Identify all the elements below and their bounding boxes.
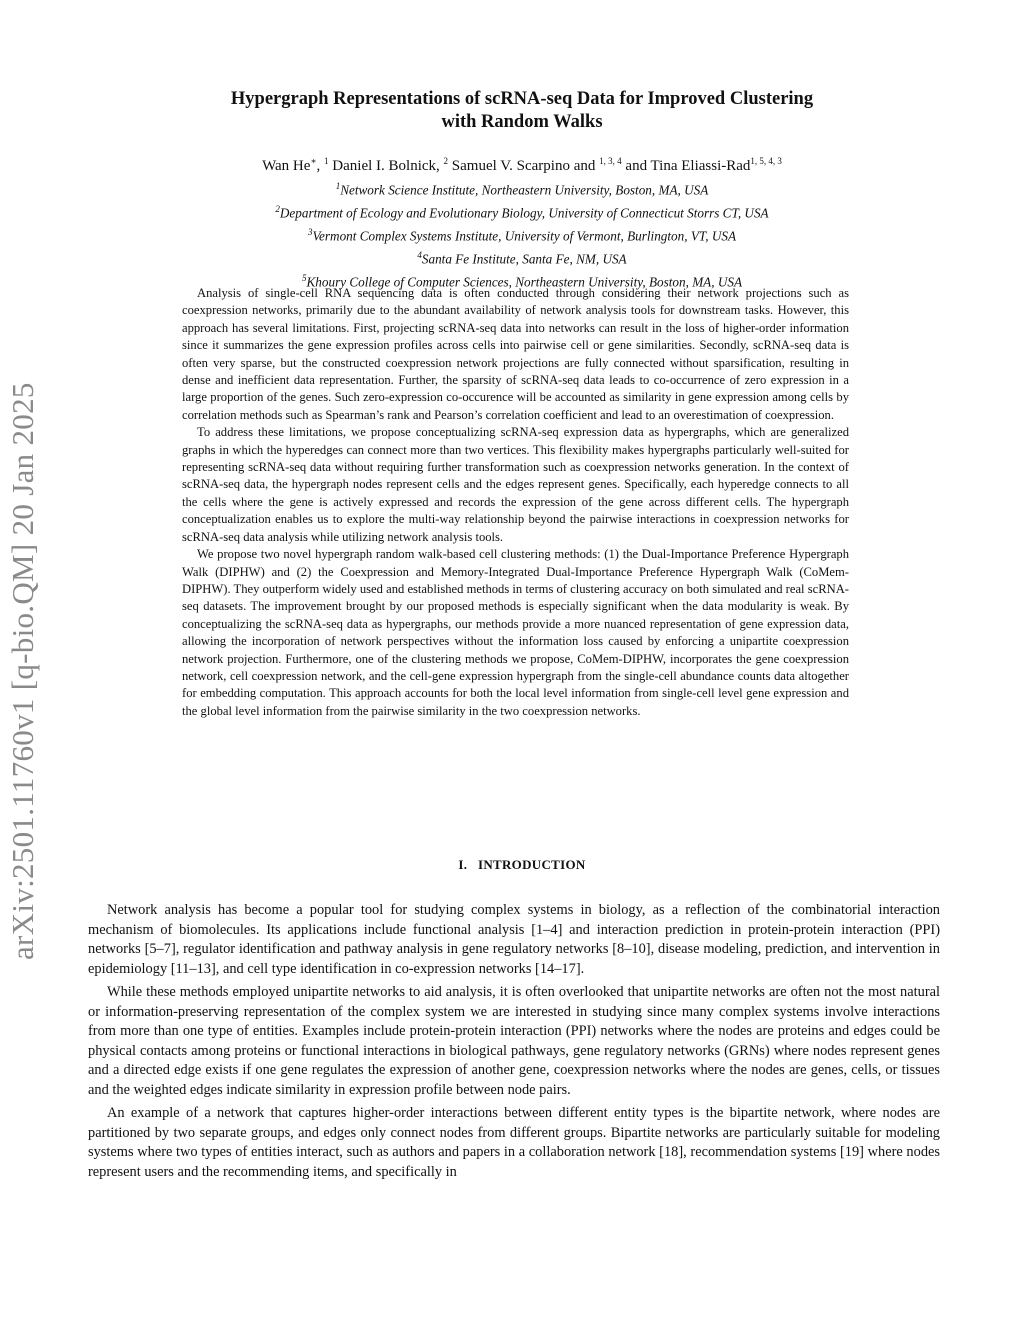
affiliation-text: Santa Fe Institute, Santa Fe, NM, USA (421, 251, 627, 267)
intro-paragraph-3: An example of a network that captures higher-order interactions between different entity types is the bipartite network, where nodes are partitioned by two separate groups, and edges only connect nodes from different groups. Bipartite networks are particularly suitable for modeling systems where two types of entities interact, such as authors and papers in a collaboration network [18], recommendation systems [19] where nodes represent users and the recommending items, and specifically in (88, 1105, 940, 1180)
author-mark: ∗ (310, 156, 317, 166)
affiliation-text: Department of Ecology and Evolutionary Biology, University of Connecticut Storrs CT, USA (279, 205, 769, 221)
introduction-body (88, 901, 940, 1186)
affiliation-2 (140, 200, 904, 223)
author-affiliation: 2 (443, 156, 449, 166)
title-line-1: Hypergraph Representations of scRNA-seq Data for Improved Clustering (230, 89, 814, 109)
title-line-2: with Random Walks (441, 112, 603, 132)
arxiv-identifier: arXiv:2501.11760v1 [q-bio.QM] 20 Jan 2025 (5, 382, 40, 960)
paper-title (140, 88, 904, 134)
author-affiliation: 1, 3, 4 (599, 156, 622, 166)
author-3 (452, 158, 622, 174)
affiliation-1 (140, 177, 904, 200)
intro-paragraph-2: While these methods employed unipartite networks to aid analysis, it is often overlooked that unipartite networks are often not the most natural or information-preserving representation of the complex system we are interested in studying since many complex systems involve interactions from more than one type of entities. Examples include protein-protein interaction (PPI) networks where the nodes are proteins and edges could be physical contacts among proteins or functional interactions in biological pathways, gene regulatory networks (GRNs) where nodes represent genes and a directed edge exists if one gene regulates the expression of another gene, coexpression networks where the nodes are genes, cells, or tissues and the weighted edges indicate similarity in expression profile between node pairs. (88, 984, 940, 1098)
affiliation-number: 2 (275, 203, 280, 214)
author-name: Daniel I. Bolnick (332, 158, 437, 174)
affiliation-text: Network Science Institute, Northeastern University, Boston, MA, USA (340, 182, 709, 198)
section-number: I. (458, 857, 468, 872)
affiliation-text: Vermont Complex Systems Institute, University of Vermont, Burlington, VT, USA (312, 228, 737, 244)
author-1 (262, 158, 328, 174)
section-title: INTRODUCTION (477, 857, 586, 872)
section-heading (140, 857, 904, 873)
author-separator: and (569, 158, 600, 174)
affiliation-3 (140, 223, 904, 246)
author-name: Tina Eliassi-Rad (650, 158, 751, 174)
abstract-paragraph-1: Analysis of single-cell RNA sequencing data is often conducted through considering their network projections such as coexpression networks, primarily due to the abundant availability of network analysis tools for downstream tasks. However, this approach has several limitations. First, projecting scRNA-seq data into networks can result in the loss of higher-order information since it summarizes the gene expression profiles across cells into pairwise cell or gene similarities. Secondly, scRNA-seq data is often very sparse, but the constructed coexpression network projections are fully connected without sparsification, resulting in dense and inefficient data representation. Further, the sparsity of scRNA-seq data leads to co-occurrence of zero expression in a large proportion of the genes. Such zero-expression co-occurence will be accounted as similarity in gene expression among cells by correlation methods such as Spearman’s rank and Pearson’s correlation coefficient and lead to an overestimation of coexpression. (182, 286, 849, 422)
author-name: Samuel V. Scarpino (451, 158, 570, 174)
affiliation-number: 3 (307, 226, 313, 237)
affiliation-4 (140, 246, 904, 269)
affiliation-number: 1 (335, 181, 341, 191)
intro-paragraph-1: Network analysis has become a popular tool for studying complex systems in biology, as a reflection of the combinatorial interaction mechanism of biomolecules. Its applications include functional analysis [1–4] and interaction prediction in protein-protein interaction (PPI) networks [5–7], regulator identification and pathway analysis in gene regulatory networks [8–10], disease modeling, prediction, and intervention in epidemiology [11–13], and cell type identification in co-expression networks [14–17]. (88, 902, 940, 977)
author-name: Wan He (262, 158, 311, 174)
affiliation-number: 4 (417, 249, 422, 260)
affiliation-number: 5 (302, 272, 307, 283)
affiliation-list (140, 177, 904, 291)
author-separator: , (316, 158, 325, 174)
abstract-paragraph-3: We propose two novel hypergraph random walk-based cell clustering methods: (1) the Dual-Importance Preference Hypergraph Walk (DIPHW) and (2) the Coexpression and Memory-Integrated Dual-Importance Preference Hypergraph Walk (CoMem-DIPHW). They outperform widely used and established methods in terms of clustering accuracy on both simulated and real scRNA-seq datasets. The improvement brought by our proposed methods is especially significant when the data modularity is weak. By conceptualizing the scRNA-seq data as hypergraphs, our methods provide a more nuanced representation of gene expression data, allowing the incorporation of network perspectives without the information loss caused by enforcing a unipartite coexpression network projection. Furthermore, one of the clustering methods we propose, CoMem-DIPHW, incorporates the gene coexpression network, cell coexpression network, and the cell-gene expression hypergraph from the single-cell abundance counts data altogether for embedding computation. This approach accounts for both the local level information from single-cell level gene expression and the global level information from the pairwise similarity in the two coexpression networks. (182, 547, 849, 718)
author-affiliation: 1, 5, 4, 3 (750, 156, 782, 166)
affiliation-text: Khoury College of Computer Sciences, Northeastern University, Boston, MA, USA (306, 273, 742, 289)
author-2 (332, 158, 448, 174)
author-4 (622, 158, 782, 174)
author-conjunction: and (621, 158, 651, 174)
author-affiliation: 1 (324, 156, 329, 166)
abstract (182, 285, 849, 720)
abstract-paragraph-2: To address these limitations, we propose conceptualizing scRNA-seq expression data as hypergraphs, which are generalized graphs in which the hyperedges can connect more than two vertices. This flexibility makes hypergraphs particularly well-suited for representing scRNA-seq data without requiring further transformation such as coexpression networks generation. In the context of scRNA-seq data, the hypergraph nodes represent cells and the edges represent genes. Specifically, each hyperedge connects to all the cells where the gene is actively expressed and records the expression of the gene across different cells. The hypergraph conceptualization enables us to explore the multi-way relationship beyond the pairwise interactions in coexpression networks for scRNA-seq data analysis while utilizing network analysis tools. (182, 425, 849, 544)
author-separator: , (436, 158, 444, 174)
author-list (140, 151, 904, 176)
